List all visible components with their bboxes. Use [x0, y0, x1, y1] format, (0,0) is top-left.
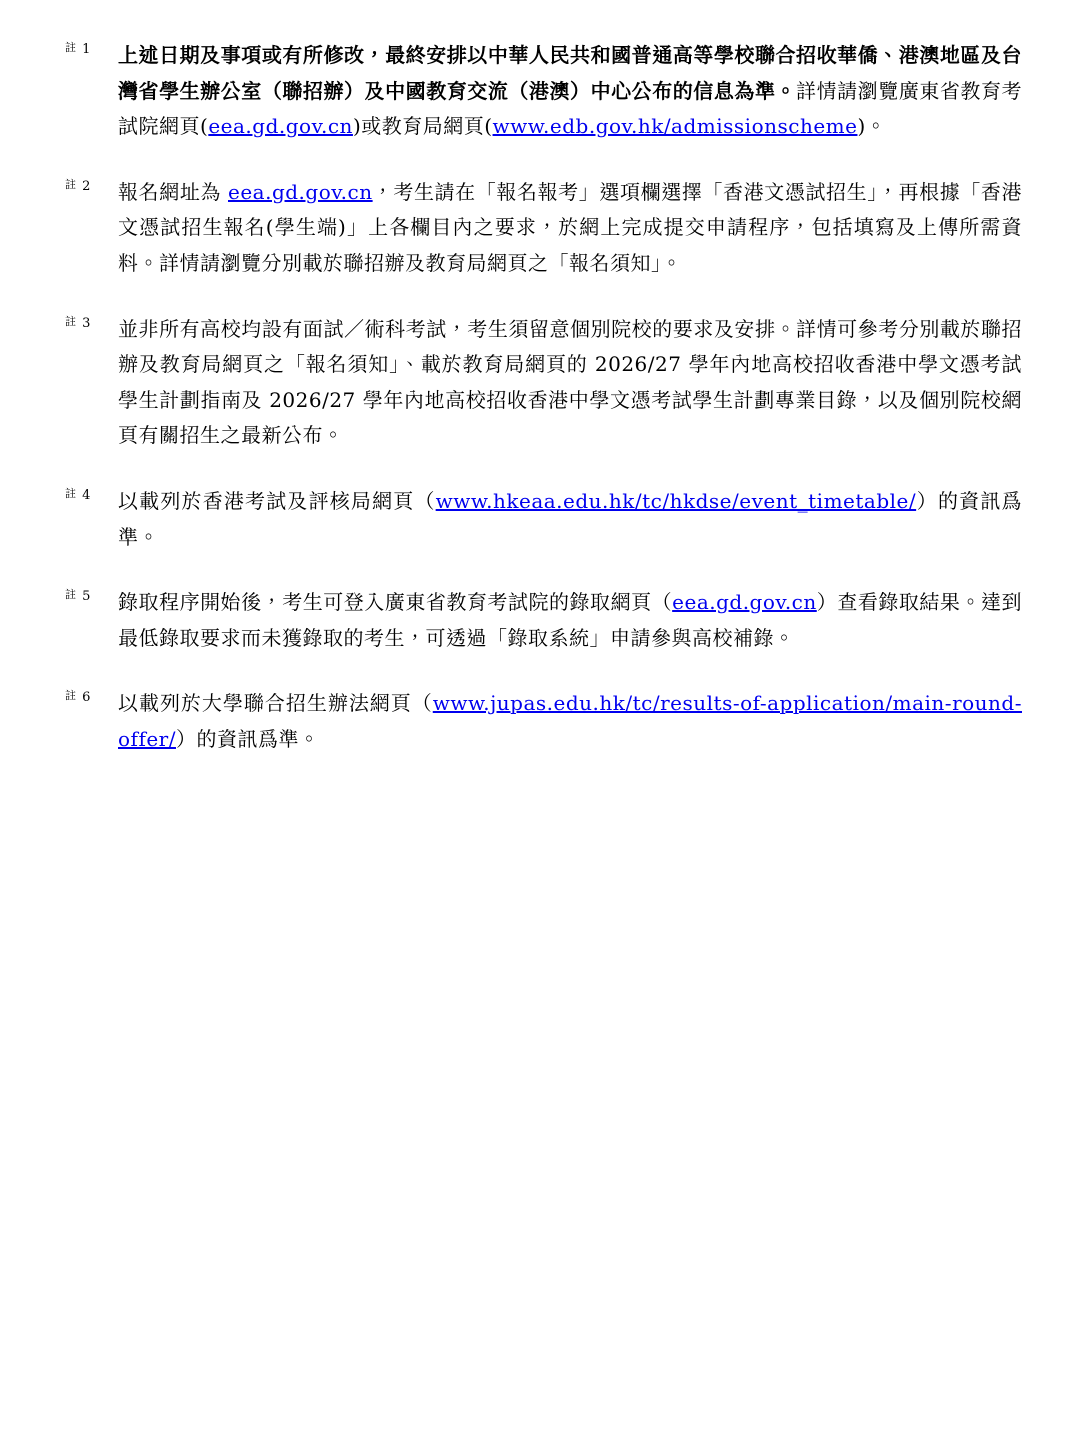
footnote-marker	[65, 38, 118, 58]
body-text: ）的資訊爲準。	[118, 488, 1023, 549]
body-text: )或教育局網頁(	[352, 114, 493, 139]
footnote-marker-label: 註	[65, 41, 77, 54]
body-text: 報名網址為	[118, 179, 228, 204]
footnote-marker-label: 註	[65, 486, 77, 500]
footnote-text	[118, 484, 1022, 555]
body-text: )。	[857, 114, 887, 139]
hyperlink[interactable]: eea.gd.gov.cn	[672, 590, 817, 615]
footnote-text	[118, 175, 1022, 282]
footnote-2	[65, 175, 1022, 282]
hyperlink[interactable]: www.jupas.edu.hk/tc/results-of-application/main-round-offer/	[118, 691, 1022, 751]
footnote-3	[65, 312, 1022, 454]
bold-text: 上述日期及事項或有所修改，最終安排以中華人民共和國普通高等學校聯合招收華僑、港澳地區及台灣省學生辦公室（聯招辦）及中國教育交流（港澳）中心公布的信息為準。	[118, 43, 1022, 103]
footnote-marker-label: 註	[65, 689, 77, 703]
footnote-marker-number: 2	[77, 178, 92, 194]
footnote-6	[65, 686, 1022, 757]
footnote-1	[65, 38, 1022, 145]
footnote-marker	[65, 312, 118, 332]
footnote-marker	[65, 175, 118, 195]
footnote-marker-label: 註	[65, 314, 77, 328]
footnote-marker	[65, 484, 118, 504]
footnote-marker	[65, 585, 118, 605]
hyperlink[interactable]: www.hkeaa.edu.hk/tc/hkdse/event_timetable/	[435, 488, 917, 513]
body-text: ）的資訊爲準。	[175, 726, 320, 751]
body-text: ）查看錄取結果。達到最低錄取要求而未獲錄取的考生，可透過「錄取系統」申請參與高校補錄。	[118, 590, 1023, 650]
footnote-marker-number: 1	[77, 42, 92, 57]
body-text: ，考生請在「報名報考」選項欄選擇「香港文憑試招生」，再根據「香港文憑試招生報名(學生端)」上各欄目內之要求，於網上完成提交申請程序，包括填寫及上傳所需資料。詳情請瀏覽分別載於聯招辦及教育局網頁之「報名須知」。	[118, 179, 1023, 275]
footnote-marker	[65, 686, 118, 706]
hyperlink[interactable]: www.edb.gov.hk/admissionscheme	[492, 114, 858, 139]
footnote-marker-number: 5	[77, 589, 92, 605]
body-text: 錄取程序開始後，考生可登入廣東省教育考試院的錄取網頁（	[118, 590, 673, 615]
footnote-marker-number: 3	[77, 315, 92, 331]
body-text: 以載列於大學聯合招生辦法網頁（	[118, 691, 433, 716]
footnote-marker-label: 註	[65, 177, 77, 191]
footnote-text	[118, 38, 1022, 145]
footnote-5	[65, 585, 1022, 656]
footnote-list	[65, 38, 1022, 758]
body-text: 詳情請瀏覽廣東省教育考試院網頁(	[118, 78, 1023, 139]
footnote-4	[65, 484, 1022, 555]
footnote-marker-number: 4	[77, 487, 92, 503]
footnote-marker-label: 註	[65, 588, 77, 602]
hyperlink[interactable]: eea.gd.gov.cn	[228, 179, 373, 204]
footnote-text	[118, 686, 1022, 757]
hyperlink[interactable]: eea.gd.gov.cn	[208, 114, 353, 139]
footnote-text	[118, 585, 1022, 656]
body-text: 以載列於香港考試及評核局網頁（	[118, 488, 436, 513]
footnote-text	[118, 312, 1022, 454]
footnote-marker-number: 6	[77, 690, 92, 706]
body-text: 並非所有高校均設有面試／術科考試，考生須留意個別院校的要求及安排。詳情可參考分別載於聯招辦及教育局網頁之「報名須知」、載於教育局網頁的 2026/27 學年內地高校招收香港中學文憑考試學生計劃指南及 2026/27 學年內地高校招收香港中學文憑考試學生計劃專業目錄，以及個別院校網頁有關招生之最新公布。	[118, 316, 1022, 448]
